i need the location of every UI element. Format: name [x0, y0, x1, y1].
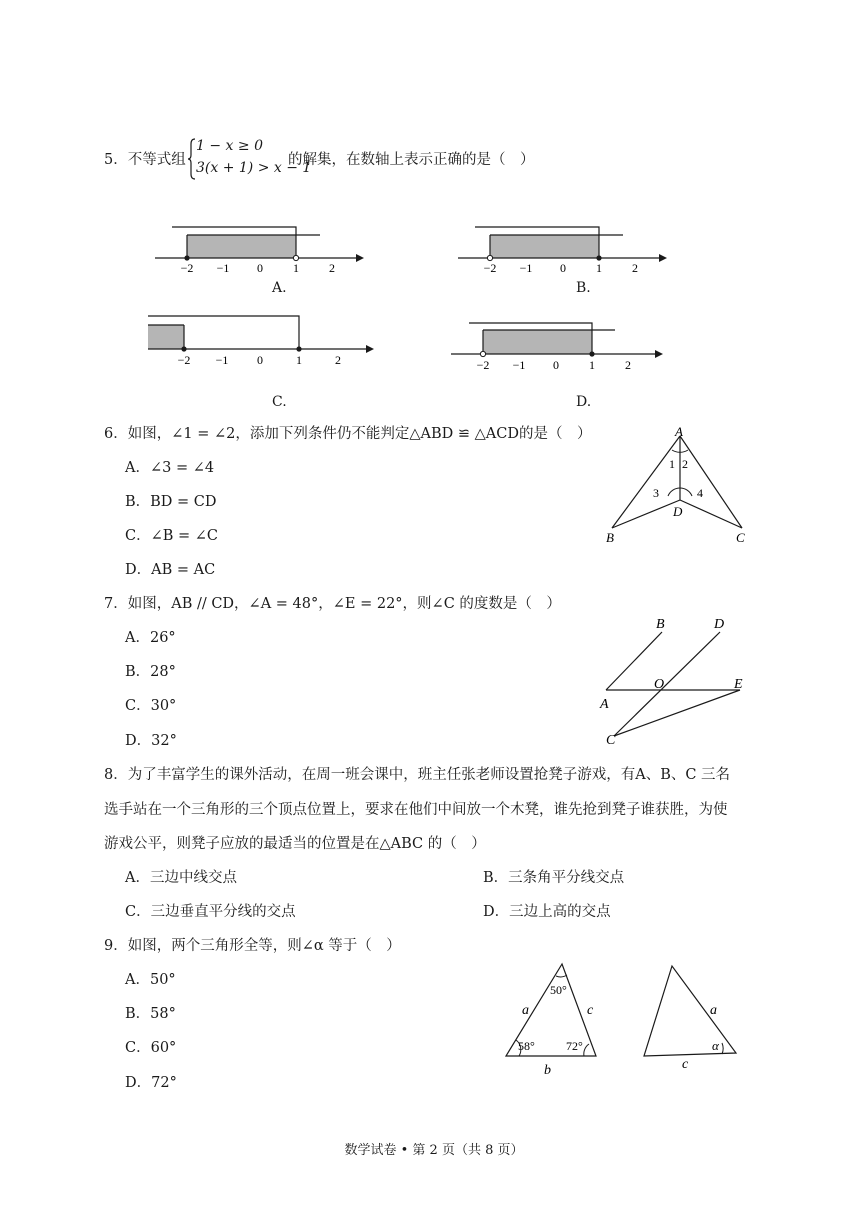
point-o-label: O: [654, 677, 665, 692]
q5-inequality-1: 1 − x ≥ 0: [196, 138, 263, 154]
tick-label: 1: [296, 353, 302, 367]
tick-label: 1: [589, 358, 595, 372]
side-b-label: b: [544, 1063, 551, 1078]
q5-numberline-b: [453, 222, 673, 272]
q9-option-a: A．50°: [125, 972, 176, 988]
angle-50-label: 50°: [550, 983, 567, 997]
q5-stem-suffix: 的解集，在数轴上表示正确的是（ ）: [288, 152, 535, 168]
point-b-label: B: [606, 530, 614, 545]
tick-label: 0: [257, 353, 263, 367]
q9-option-d: D．72°: [125, 1075, 177, 1091]
angle-58-label: 58°: [518, 1039, 535, 1053]
side-c2-label: c: [682, 1057, 689, 1072]
tick-label: 2: [335, 353, 341, 367]
tick-label: 0: [560, 261, 566, 272]
angle-72-label: 72°: [566, 1039, 583, 1053]
q6-stem: 6．如图，∠1 = ∠2，添加下列条件仍不能判定△ABD ≌ △ACD的是（ ）: [104, 426, 592, 442]
shade-region: [483, 330, 592, 354]
option-c-label: C.: [272, 394, 287, 410]
page-footer: 数学试卷 • 第 2 页（共 8 页）: [344, 1143, 524, 1158]
angle-4-label: 4: [697, 486, 703, 500]
q5-inequality-2: 3(x + 1) > x − 1: [196, 160, 312, 176]
point-c-label: C: [736, 530, 745, 545]
tick-label: 2: [632, 261, 638, 272]
tick-label: 0: [257, 261, 263, 272]
q8-option-d: D．三边上高的交点: [483, 904, 611, 920]
q9-option-c: C．60°: [125, 1040, 177, 1056]
point-c-label: C: [606, 733, 616, 748]
shade-region: [490, 235, 599, 258]
point-a-label: A: [600, 697, 609, 712]
tick-label: −2: [180, 261, 194, 272]
tick-label: 2: [625, 358, 631, 372]
q6-option-d: D．AB = AC: [125, 562, 216, 578]
brace-icon: [188, 138, 196, 180]
angle-1-label: 1: [669, 457, 675, 471]
q7-option-d: D．32°: [125, 733, 177, 749]
q8-line-3: 游戏公平，则凳子应放的最适当的位置是在△ABC 的（ ）: [104, 836, 486, 852]
tick-label: −1: [519, 261, 533, 272]
point-e-label: E: [734, 677, 743, 692]
q6-figure: [600, 424, 760, 548]
q7-option-b: B．28°: [125, 664, 176, 680]
q8-option-c: C．三边垂直平分线的交点: [125, 904, 296, 920]
tick-label: −1: [215, 353, 229, 367]
tick-label: −1: [512, 358, 526, 372]
shade-region: [148, 325, 184, 349]
tick-label: −1: [216, 261, 230, 272]
angle-2-label: 2: [682, 457, 688, 471]
q7-option-c: C．30°: [125, 698, 177, 714]
q7-option-a: A．26°: [125, 630, 176, 646]
point-b-label: B: [656, 617, 665, 632]
angle-3-label: 3: [653, 486, 659, 500]
q6-option-b: B．BD = CD: [125, 494, 217, 510]
side-c-label: c: [587, 1003, 594, 1018]
q8-option-b: B．三条角平分线交点: [483, 870, 625, 886]
side-a2-label: a: [710, 1003, 717, 1018]
shade-region: [187, 235, 296, 258]
triangle-right: [644, 966, 736, 1056]
tick-label: −2: [476, 358, 490, 372]
side-a-label: a: [522, 1003, 529, 1018]
tick-label: 1: [596, 261, 602, 272]
q8-line-2: 选手站在一个三角形的三个顶点位置上，要求在他们中间放一个木凳，谁先抢到凳子谁获胜，为使: [104, 802, 728, 818]
q5-numberline-c: [148, 312, 380, 370]
angle-alpha-label: α: [712, 1038, 719, 1053]
q9-option-b: B．58°: [125, 1006, 176, 1022]
option-b-label: B.: [576, 280, 591, 296]
tick-label: 2: [329, 261, 335, 272]
q5-numberline-d: [447, 318, 669, 374]
q6-option-c: C．∠B = ∠C: [125, 528, 219, 544]
q5-stem-prefix: 5．不等式组: [104, 152, 186, 168]
point-d-label: D: [714, 617, 725, 632]
q8-option-a: A．三边中线交点: [125, 870, 237, 886]
tick-label: 1: [293, 261, 299, 272]
tick-label: 0: [553, 358, 559, 372]
tick-label: −2: [483, 261, 497, 272]
option-a-label: A.: [272, 280, 287, 296]
point-a-label: A: [675, 424, 683, 439]
q9-stem: 9．如图，两个三角形全等，则∠α 等于（ ）: [104, 938, 401, 954]
q7-stem: 7．如图，AB // CD，∠A = 48°，∠E = 22°，则∠C 的度数是（ ）: [104, 596, 561, 612]
q8-line-1: 8．为了丰富学生的课外活动，在周一班会课中，班主任张老师设置抢凳子游戏，有A、B、C 三名: [104, 767, 731, 783]
q6-option-a: A．∠3 = ∠4: [125, 460, 215, 476]
option-d-label: D.: [576, 394, 592, 410]
q7-figure: [596, 612, 766, 748]
q5-numberline-a: [150, 222, 370, 272]
tick-label: −2: [177, 353, 191, 367]
point-d-label: D: [673, 504, 683, 519]
q9-figure: [496, 956, 776, 1080]
